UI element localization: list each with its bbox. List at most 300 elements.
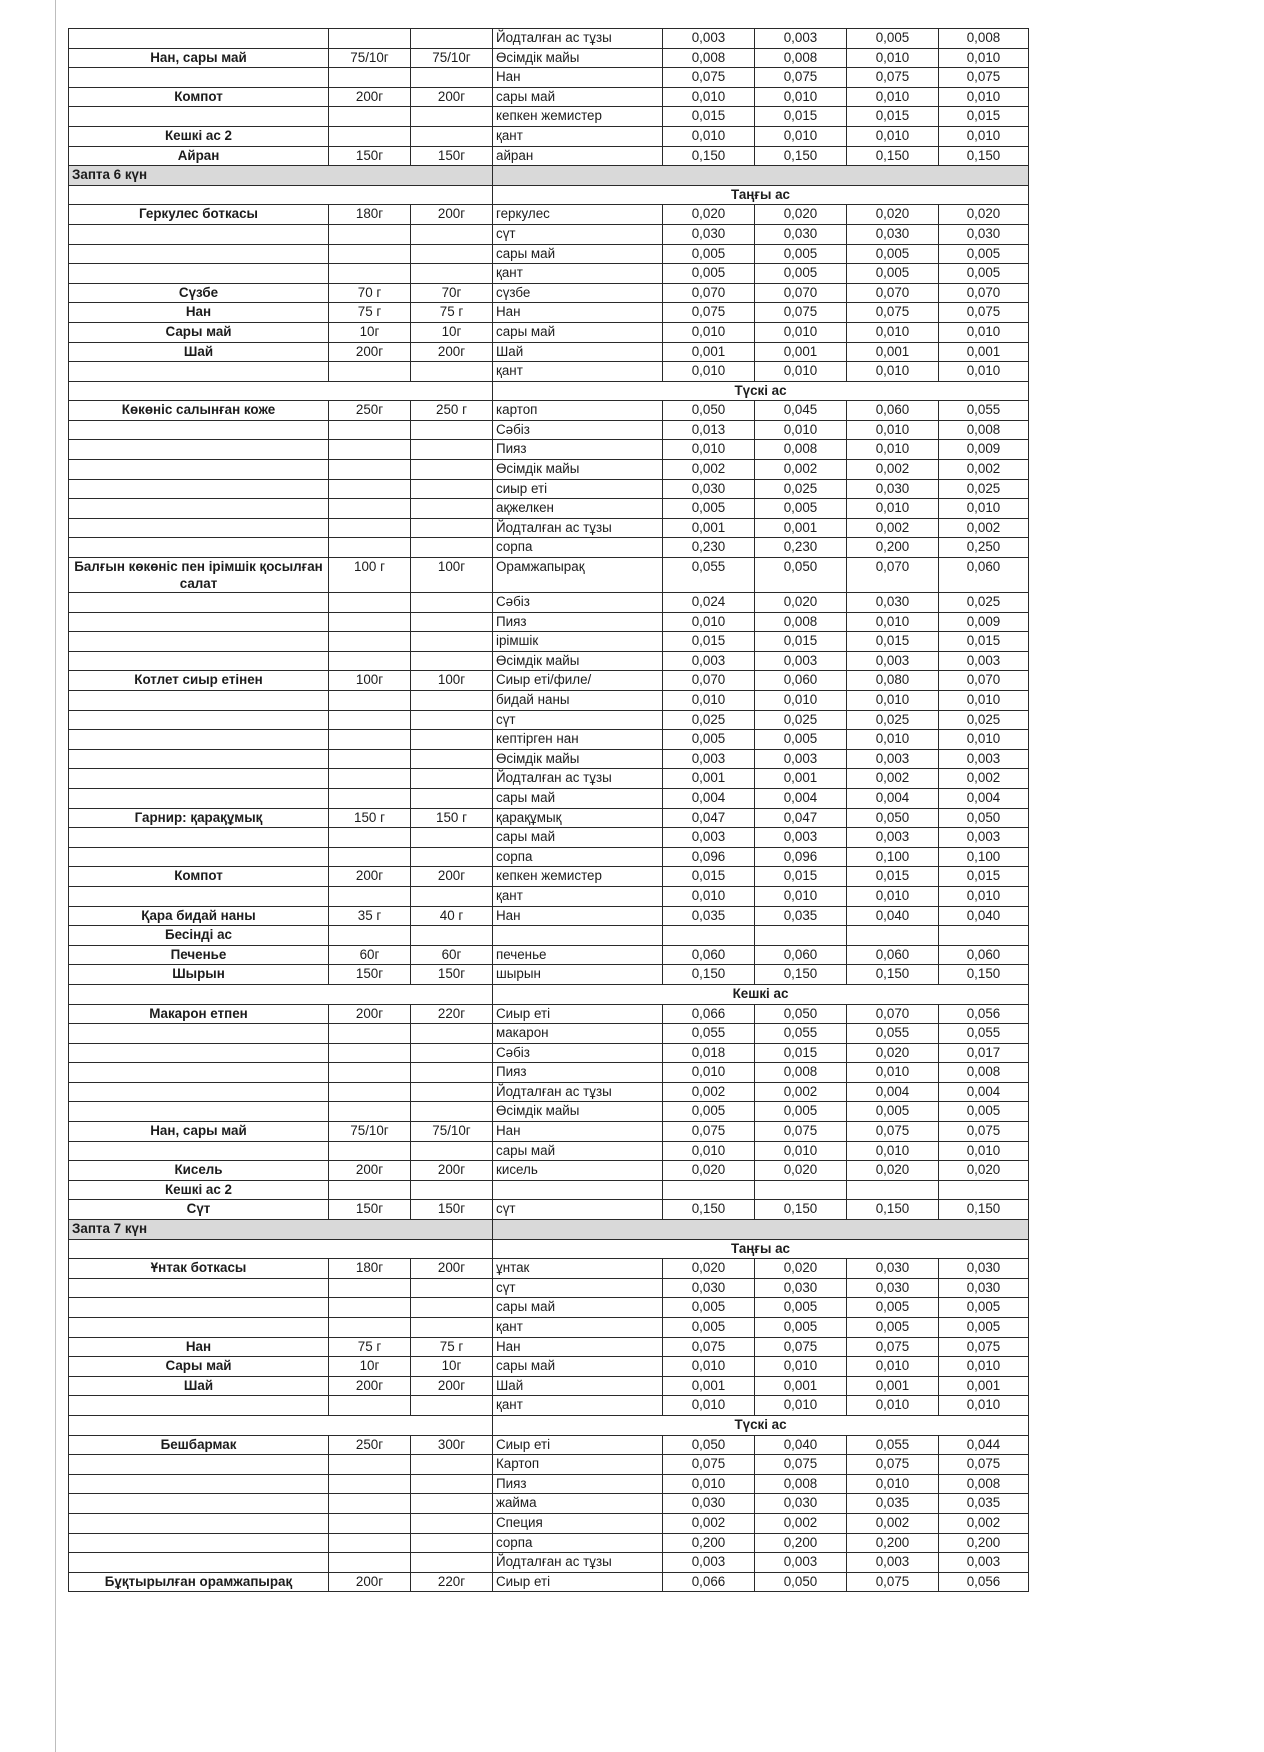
table-row: [69, 691, 1029, 711]
table-row: [69, 1474, 1029, 1494]
quantity-value-4: 0,070: [939, 671, 1029, 691]
dish-name: [69, 847, 329, 867]
quantity-value-3: 0,003: [847, 828, 939, 848]
quantity-value-1: 0,008: [663, 48, 755, 68]
quantity-value-3: 0,100: [847, 847, 939, 867]
portion-weight-1: 35 г: [329, 906, 411, 926]
portion-weight-2: [411, 847, 493, 867]
dish-name: [69, 460, 329, 480]
portion-weight-2: 100г: [411, 671, 493, 691]
quantity-value-1: 0,003: [663, 828, 755, 848]
quantity-value-3: 0,060: [847, 401, 939, 421]
quantity-value-2: 0,008: [755, 612, 847, 632]
portion-weight-1: [329, 460, 411, 480]
ingredient-name: сорпа: [493, 538, 663, 558]
quantity-value-4: 0,004: [939, 788, 1029, 808]
portion-weight-2: [411, 1396, 493, 1416]
quantity-value-3: 0,010: [847, 1141, 939, 1161]
portion-weight-2: [411, 612, 493, 632]
quantity-value-1: 0,002: [663, 1513, 755, 1533]
ingredient-name: [493, 926, 663, 946]
quantity-value-2: 0,005: [755, 1102, 847, 1122]
quantity-value-3: 0,060: [847, 945, 939, 965]
quantity-value-4: 0,004: [939, 1082, 1029, 1102]
portion-weight-2: 200г: [411, 1161, 493, 1181]
quantity-value-3: 0,010: [847, 322, 939, 342]
dish-name: Бешбармак: [69, 1435, 329, 1455]
table-row: [69, 710, 1029, 730]
portion-weight-2: 10г: [411, 322, 493, 342]
dish-name: [69, 1024, 329, 1044]
dish-name: Сары май: [69, 322, 329, 342]
portion-weight-2: 200г: [411, 87, 493, 107]
portion-weight-2: [411, 710, 493, 730]
table-row: [69, 1337, 1029, 1357]
quantity-value-3: 0,020: [847, 1043, 939, 1063]
portion-weight-1: [329, 420, 411, 440]
quantity-value-1: 0,010: [663, 1063, 755, 1083]
quantity-value-3: 0,075: [847, 1337, 939, 1357]
quantity-value-2: 0,002: [755, 460, 847, 480]
dish-name: [69, 1298, 329, 1318]
quantity-value-2: 0,003: [755, 29, 847, 49]
quantity-value-1: 0,066: [663, 1572, 755, 1592]
menu-sheet: [68, 28, 1028, 1592]
dish-name: [69, 440, 329, 460]
table-row: [69, 146, 1029, 166]
portion-weight-1: [329, 518, 411, 538]
portion-weight-1: [329, 730, 411, 750]
meal-section-row: [69, 1239, 1029, 1259]
quantity-value-2: 0,001: [755, 1376, 847, 1396]
portion-weight-1: 60г: [329, 945, 411, 965]
ingredient-name: сиыр еті: [493, 479, 663, 499]
portion-weight-2: 150г: [411, 146, 493, 166]
ingredient-name: Шай: [493, 342, 663, 362]
quantity-value-1: 0,005: [663, 499, 755, 519]
quantity-value-1: 0,047: [663, 808, 755, 828]
quantity-value-4: 0,010: [939, 322, 1029, 342]
quantity-value-2: 0,008: [755, 1063, 847, 1083]
portion-weight-2: [411, 1455, 493, 1475]
ingredient-name: сары май: [493, 87, 663, 107]
quantity-value-1: 0,005: [663, 264, 755, 284]
table-row: [69, 1063, 1029, 1083]
quantity-value-4: 0,020: [939, 1161, 1029, 1181]
quantity-value-3: 0,030: [847, 593, 939, 613]
portion-weight-1: [329, 1396, 411, 1416]
quantity-value-2: 0,025: [755, 479, 847, 499]
quantity-value-4: 0,010: [939, 499, 1029, 519]
portion-weight-1: 200г: [329, 342, 411, 362]
portion-weight-1: [329, 593, 411, 613]
dish-name: Компот: [69, 867, 329, 887]
quantity-value-4: 0,003: [939, 1553, 1029, 1573]
quantity-value-1: 0,020: [663, 205, 755, 225]
portion-weight-2: 10г: [411, 1357, 493, 1377]
ingredient-name: печенье: [493, 945, 663, 965]
quantity-value-1: 0,001: [663, 518, 755, 538]
ingredient-name: қант: [493, 362, 663, 382]
portion-weight-2: [411, 691, 493, 711]
quantity-value-3: 0,002: [847, 1513, 939, 1533]
quantity-value-1: 0,013: [663, 420, 755, 440]
dish-name: Көкөніс салынған коже: [69, 401, 329, 421]
quantity-value-2: 0,030: [755, 1278, 847, 1298]
table-row: [69, 342, 1029, 362]
portion-weight-2: [411, 499, 493, 519]
table-row: [69, 440, 1029, 460]
quantity-value-1: 0,005: [663, 1318, 755, 1338]
quantity-value-4: 0,005: [939, 1102, 1029, 1122]
portion-weight-1: [329, 1494, 411, 1514]
quantity-value-3: 0,010: [847, 730, 939, 750]
quantity-value-1: 0,002: [663, 460, 755, 480]
ingredient-name: Өсімдік майы: [493, 460, 663, 480]
quantity-value-2: 0,060: [755, 945, 847, 965]
portion-weight-2: [411, 1063, 493, 1083]
dish-name: [69, 538, 329, 558]
table-row: [69, 965, 1029, 985]
portion-weight-1: [329, 29, 411, 49]
dish-name: [69, 1553, 329, 1573]
quantity-value-2: 0,001: [755, 518, 847, 538]
portion-weight-1: [329, 538, 411, 558]
quantity-value-4: 0,003: [939, 651, 1029, 671]
portion-weight-2: [411, 926, 493, 946]
ingredient-name: Сиыр еті: [493, 1004, 663, 1024]
quantity-value-3: [847, 1180, 939, 1200]
ingredient-name: Сәбіз: [493, 1043, 663, 1063]
portion-weight-1: 75 г: [329, 1337, 411, 1357]
quantity-value-4: 0,100: [939, 847, 1029, 867]
quantity-value-1: 0,010: [663, 1396, 755, 1416]
ingredient-name: Нан: [493, 303, 663, 323]
portion-weight-1: [329, 1513, 411, 1533]
portion-weight-1: [329, 1298, 411, 1318]
table-row: [69, 1259, 1029, 1279]
portion-weight-1: [329, 632, 411, 652]
dish-name: [69, 29, 329, 49]
quantity-value-2: 0,010: [755, 1396, 847, 1416]
table-row: [69, 87, 1029, 107]
dish-name: Сүзбе: [69, 283, 329, 303]
dish-name: [69, 730, 329, 750]
quantity-value-4: 0,008: [939, 1474, 1029, 1494]
portion-weight-2: [411, 126, 493, 146]
table-row: [69, 1553, 1029, 1573]
quantity-value-1: 0,150: [663, 146, 755, 166]
table-row: [69, 906, 1029, 926]
quantity-value-4: 0,025: [939, 479, 1029, 499]
meal-section-row: [69, 381, 1029, 401]
portion-weight-2: 75 г: [411, 1337, 493, 1357]
quantity-value-1: 0,010: [663, 362, 755, 382]
quantity-value-2: 0,005: [755, 1318, 847, 1338]
table-row: [69, 224, 1029, 244]
quantity-value-3: 0,010: [847, 1396, 939, 1416]
quantity-value-4: 0,010: [939, 362, 1029, 382]
quantity-value-1: 0,010: [663, 322, 755, 342]
quantity-value-3: 0,010: [847, 886, 939, 906]
quantity-value-4: 0,075: [939, 1337, 1029, 1357]
portion-weight-2: [411, 651, 493, 671]
quantity-value-3: 0,002: [847, 518, 939, 538]
quantity-value-1: 0,060: [663, 945, 755, 965]
quantity-value-4: 0,017: [939, 1043, 1029, 1063]
portion-weight-2: 300г: [411, 1435, 493, 1455]
portion-weight-1: [329, 1043, 411, 1063]
portion-weight-2: [411, 244, 493, 264]
ingredient-name: қант: [493, 1318, 663, 1338]
quantity-value-3: 0,200: [847, 538, 939, 558]
quantity-value-3: 0,005: [847, 244, 939, 264]
quantity-value-4: 0,056: [939, 1004, 1029, 1024]
portion-weight-2: 150г: [411, 965, 493, 985]
quantity-value-4: 0,075: [939, 1122, 1029, 1142]
quantity-value-1: 0,050: [663, 401, 755, 421]
quantity-value-4: 0,008: [939, 1063, 1029, 1083]
ingredient-name: сүзбе: [493, 283, 663, 303]
quantity-value-1: [663, 1180, 755, 1200]
ingredient-name: сары май: [493, 828, 663, 848]
ingredient-name: қант: [493, 126, 663, 146]
quantity-value-1: 0,030: [663, 224, 755, 244]
table-row: [69, 847, 1029, 867]
quantity-value-2: 0,010: [755, 87, 847, 107]
ingredient-name: картоп: [493, 401, 663, 421]
quantity-value-4: 0,055: [939, 401, 1029, 421]
quantity-value-3: 0,005: [847, 1318, 939, 1338]
quantity-value-4: 0,009: [939, 440, 1029, 460]
day-header-row: [69, 166, 1029, 186]
quantity-value-2: 0,020: [755, 205, 847, 225]
dish-name: Бұқтырылған орамжапырақ: [69, 1572, 329, 1592]
portion-weight-1: [329, 749, 411, 769]
quantity-value-2: 0,020: [755, 1259, 847, 1279]
dish-name: [69, 1474, 329, 1494]
portion-weight-1: 75 г: [329, 303, 411, 323]
quantity-value-3: 0,003: [847, 1553, 939, 1573]
table-row: [69, 538, 1029, 558]
quantity-value-3: 0,004: [847, 788, 939, 808]
portion-weight-2: [411, 440, 493, 460]
table-row: [69, 593, 1029, 613]
day-label: Запта 6 күн: [69, 166, 493, 186]
table-row: [69, 1082, 1029, 1102]
portion-weight-1: 75/10г: [329, 48, 411, 68]
quantity-value-4: 0,010: [939, 691, 1029, 711]
quantity-value-3: 0,070: [847, 283, 939, 303]
quantity-value-4: 0,200: [939, 1533, 1029, 1553]
dish-name: Нан: [69, 1337, 329, 1357]
quantity-value-3: 0,002: [847, 460, 939, 480]
quantity-value-1: 0,030: [663, 479, 755, 499]
quantity-value-3: 0,075: [847, 303, 939, 323]
quantity-value-4: 0,005: [939, 244, 1029, 264]
quantity-value-3: 0,075: [847, 1122, 939, 1142]
quantity-value-3: 0,003: [847, 749, 939, 769]
portion-weight-1: [329, 1082, 411, 1102]
dish-name: Қара бидай наны: [69, 906, 329, 926]
quantity-value-2: 0,230: [755, 538, 847, 558]
quantity-value-1: 0,005: [663, 244, 755, 264]
quantity-value-3: 0,150: [847, 965, 939, 985]
portion-weight-2: [411, 264, 493, 284]
quantity-value-2: 0,020: [755, 1161, 847, 1181]
quantity-value-4: 0,015: [939, 867, 1029, 887]
portion-weight-2: 200г: [411, 342, 493, 362]
portion-weight-2: [411, 1318, 493, 1338]
quantity-value-3: 0,010: [847, 48, 939, 68]
dish-name: Шырын: [69, 965, 329, 985]
quantity-value-2: 0,096: [755, 847, 847, 867]
quantity-value-2: 0,150: [755, 965, 847, 985]
table-row: [69, 1435, 1029, 1455]
portion-weight-2: [411, 1494, 493, 1514]
portion-weight-1: 200г: [329, 1376, 411, 1396]
quantity-value-2: 0,150: [755, 1200, 847, 1220]
quantity-value-4: 0,002: [939, 518, 1029, 538]
portion-weight-2: [411, 1141, 493, 1161]
empty-cell: [493, 166, 1029, 186]
table-row: [69, 1004, 1029, 1024]
quantity-value-4: 0,035: [939, 1494, 1029, 1514]
table-row: [69, 126, 1029, 146]
table-row: [69, 283, 1029, 303]
portion-weight-2: [411, 1102, 493, 1122]
ingredient-name: Нан: [493, 1337, 663, 1357]
quantity-value-2: 0,005: [755, 264, 847, 284]
quantity-value-4: 0,030: [939, 1278, 1029, 1298]
quantity-value-3: 0,030: [847, 1259, 939, 1279]
dish-name: [69, 1513, 329, 1533]
quantity-value-2: 0,075: [755, 1455, 847, 1475]
ingredient-name: Нан: [493, 68, 663, 88]
table-row: [69, 671, 1029, 691]
table-row: [69, 730, 1029, 750]
quantity-value-4: 0,015: [939, 107, 1029, 127]
ingredient-name: Йодталған ас тұзы: [493, 518, 663, 538]
quantity-value-2: 0,020: [755, 593, 847, 613]
portion-weight-1: [329, 1553, 411, 1573]
quantity-value-4: 0,010: [939, 886, 1029, 906]
quantity-value-2: 0,070: [755, 283, 847, 303]
quantity-value-1: 0,010: [663, 691, 755, 711]
meal-label: Таңғы ас: [493, 185, 1029, 205]
portion-weight-1: [329, 1063, 411, 1083]
quantity-value-3: 0,002: [847, 769, 939, 789]
ingredient-name: кисель: [493, 1161, 663, 1181]
table-row: [69, 460, 1029, 480]
portion-weight-2: [411, 1533, 493, 1553]
quantity-value-1: 0,075: [663, 303, 755, 323]
portion-weight-2: 150г: [411, 1200, 493, 1220]
quantity-value-3: 0,005: [847, 29, 939, 49]
portion-weight-2: [411, 593, 493, 613]
table-row: [69, 303, 1029, 323]
quantity-value-3: 0,001: [847, 342, 939, 362]
ingredient-name: Сәбіз: [493, 420, 663, 440]
quantity-value-1: 0,010: [663, 1474, 755, 1494]
portion-weight-1: [329, 1180, 411, 1200]
ingredient-name: Нан: [493, 1122, 663, 1142]
quantity-value-1: 0,230: [663, 538, 755, 558]
table-row: [69, 264, 1029, 284]
quantity-value-1: 0,002: [663, 1082, 755, 1102]
dish-name: [69, 264, 329, 284]
portion-weight-1: [329, 499, 411, 519]
quantity-value-4: 0,003: [939, 749, 1029, 769]
quantity-value-1: 0,075: [663, 1455, 755, 1475]
quantity-value-4: 0,030: [939, 1259, 1029, 1279]
quantity-value-2: 0,003: [755, 1553, 847, 1573]
portion-weight-1: 200г: [329, 1572, 411, 1592]
table-row: [69, 769, 1029, 789]
quantity-value-2: 0,008: [755, 440, 847, 460]
ingredient-name: Специя: [493, 1513, 663, 1533]
dish-name: [69, 479, 329, 499]
dish-name: [69, 593, 329, 613]
dish-name: [69, 1102, 329, 1122]
portion-weight-2: [411, 769, 493, 789]
quantity-value-3: 0,035: [847, 1494, 939, 1514]
portion-weight-2: 220г: [411, 1004, 493, 1024]
portion-weight-2: [411, 224, 493, 244]
ingredient-name: геркулес: [493, 205, 663, 225]
quantity-value-1: 0,030: [663, 1494, 755, 1514]
ingredient-name: қант: [493, 1396, 663, 1416]
dish-name: [69, 224, 329, 244]
quantity-value-3: 0,075: [847, 68, 939, 88]
quantity-value-2: 0,002: [755, 1513, 847, 1533]
portion-weight-2: [411, 420, 493, 440]
quantity-value-1: 0,005: [663, 1298, 755, 1318]
quantity-value-3: 0,005: [847, 1298, 939, 1318]
portion-weight-1: 180г: [329, 205, 411, 225]
quantity-value-1: 0,004: [663, 788, 755, 808]
quantity-value-3: 0,150: [847, 146, 939, 166]
dish-name: [69, 1494, 329, 1514]
portion-weight-1: [329, 264, 411, 284]
quantity-value-3: 0,025: [847, 710, 939, 730]
ingredient-name: Сиыр еті/филе/: [493, 671, 663, 691]
ingredient-name: қарақұмық: [493, 808, 663, 828]
quantity-value-4: 0,005: [939, 1318, 1029, 1338]
quantity-value-4: 0,010: [939, 1357, 1029, 1377]
portion-weight-2: [411, 828, 493, 848]
quantity-value-2: 0,010: [755, 420, 847, 440]
ingredient-name: сүт: [493, 710, 663, 730]
dish-name: Бесінді ас: [69, 926, 329, 946]
ingredient-name: Өсімдік майы: [493, 48, 663, 68]
table-row: [69, 749, 1029, 769]
portion-weight-1: [329, 1102, 411, 1122]
ingredient-name: Шай: [493, 1376, 663, 1396]
portion-weight-1: 200г: [329, 87, 411, 107]
meal-section-row: [69, 1415, 1029, 1435]
quantity-value-4: 0,150: [939, 1200, 1029, 1220]
table-row: [69, 1494, 1029, 1514]
quantity-value-4: 0,001: [939, 342, 1029, 362]
dish-name: [69, 1533, 329, 1553]
table-row: [69, 945, 1029, 965]
portion-weight-1: [329, 788, 411, 808]
portion-weight-1: 150г: [329, 1200, 411, 1220]
portion-weight-2: 40 г: [411, 906, 493, 926]
ingredient-name: ұнтак: [493, 1259, 663, 1279]
portion-weight-2: [411, 107, 493, 127]
